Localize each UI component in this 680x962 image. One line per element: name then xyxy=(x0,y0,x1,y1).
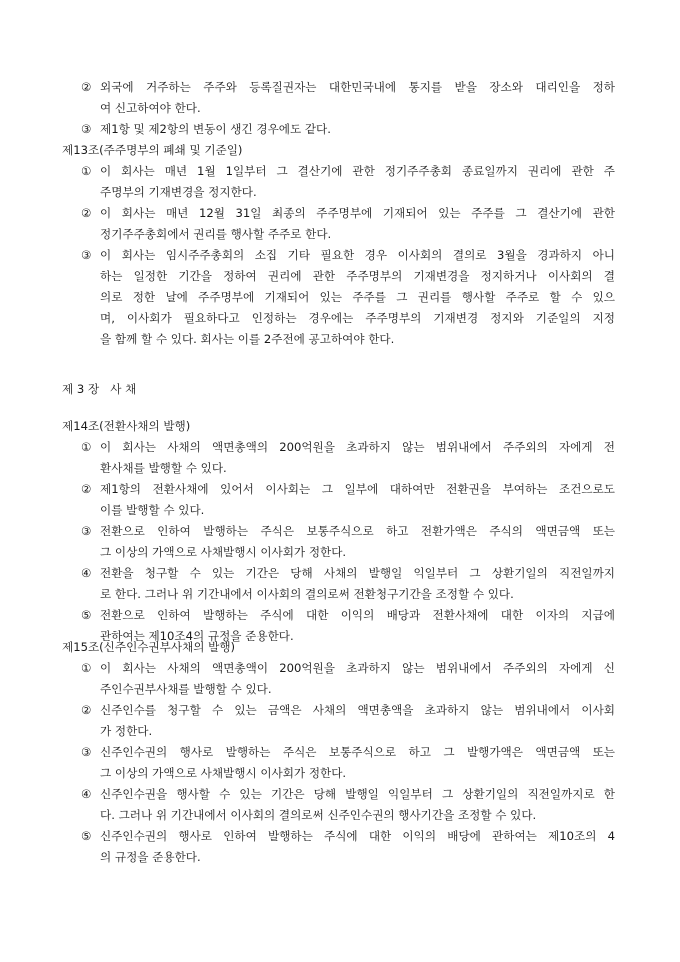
article-item xyxy=(0,658,680,700)
item-number: ④ xyxy=(81,566,92,580)
article-13 xyxy=(0,140,680,350)
item-text-line: 신주인수권을 행사할 수 있는 기간은 당해 발행일 익일부터 그 상환기일의 직전일까지로 한 xyxy=(100,787,615,801)
item-text-line: 주명부의 기재변경을 정지한다. xyxy=(100,185,257,199)
item-text-line: 환사채를 발행할 수 있다. xyxy=(100,461,227,475)
chapter-heading: 제 3 장 사 채 xyxy=(62,382,137,396)
item-text-line: 가 정한다. xyxy=(100,724,153,738)
item-number: ③ xyxy=(81,745,92,759)
item-number: ② xyxy=(81,80,92,94)
item-text-line: 신주인수권의 행사로 발행하는 주식은 보통주식으로 하고 그 발행가액은 액면금액 또는 xyxy=(100,745,615,759)
article-item xyxy=(0,245,680,350)
article-heading: 제15조(신주인수권부사채의 발행) xyxy=(62,640,236,654)
item-text-line: 의 규정을 준용한다. xyxy=(100,850,201,864)
item-text-line: 전환으로 인하여 발행하는 주식은 보통주식으로 하고 전환가액은 주식의 액면금액 또는 xyxy=(100,524,615,538)
article-item xyxy=(0,437,680,479)
item-text-line: 제1항 및 제2항의 변동이 생긴 경우에도 같다. xyxy=(100,122,331,136)
item-text-line: 제1항의 전환사채에 있어서 이사회는 그 일부에 대하여만 전환권을 부여하는 조건으로도 xyxy=(100,482,615,496)
item-number: ④ xyxy=(81,787,92,801)
item-text-line: 로 한다. 그러나 위 기간내에서 이사회의 결의로써 전환청구기간을 조정할 수 있다. xyxy=(100,587,514,601)
article-item xyxy=(0,742,680,784)
item-number: ② xyxy=(81,206,92,220)
article-item xyxy=(0,479,680,521)
item-number: ⑤ xyxy=(81,829,92,843)
item-text-line: 며, 이사회가 필요하다고 인정하는 경우에는 주주명부의 기재변경 정지와 기준일의 지정 xyxy=(100,311,615,325)
article-14 xyxy=(0,416,680,647)
item-text-line: 이 회사는 매년 1월 1일부터 그 결산기에 관한 정기주주총회 종료일까지 권리에 관한 주 xyxy=(100,164,615,178)
item-text-line: 다. 그러나 위 기간내에서 이사회의 결의로써 신주인수권의 행사기간을 조정할 수 있다. xyxy=(100,808,537,822)
article-item xyxy=(0,826,680,868)
item-text-line: 이 회사는 임시주주총회의 소집 기타 필요한 경우 이사회의 결의로 3월을 경과하지 아니 xyxy=(100,248,615,262)
item-text-line: 이 회사는 사채의 액면총액의 200억원을 초과하지 않는 범위내에서 주주외의 자에게 전 xyxy=(100,440,615,454)
item-text-line: 을 함께 할 수 있다. 회사는 이를 2주전에 공고하여야 한다. xyxy=(100,332,395,346)
article-item xyxy=(0,77,680,119)
item-text-line: 의로 정한 날에 주주명부에 기재되어 있는 주주를 그 권리를 행사할 주주로 할 수 있으 xyxy=(100,290,615,304)
item-number: ③ xyxy=(81,122,92,136)
item-text-line: 정기주주총회에서 권리를 행사할 주주로 한다. xyxy=(100,227,332,241)
item-text-line: 관하여는 제10조4의 규정을 준용한다. xyxy=(100,629,294,643)
chapter-section xyxy=(0,379,680,400)
item-number: ① xyxy=(81,440,92,454)
item-text-line: 주인수권부사채를 발행할 수 있다. xyxy=(100,682,272,696)
item-number: ⑤ xyxy=(81,608,92,622)
article-item xyxy=(0,563,680,605)
article-item xyxy=(0,203,680,245)
carryover-section xyxy=(0,77,680,140)
item-number: ③ xyxy=(81,248,92,262)
article-heading: 제14조(전환사채의 발행) xyxy=(62,419,191,433)
item-text-line: 여 신고하여야 한다. xyxy=(100,101,201,115)
item-number: ② xyxy=(81,703,92,717)
item-text-line: 외국에 거주하는 주주와 등록질권자는 대한민국내에 통지를 받을 장소와 대리인을 정하 xyxy=(100,80,615,94)
article-item xyxy=(0,784,680,826)
item-text-line: 전환을 청구할 수 있는 기간은 당해 사채의 발행일 익일부터 그 상환기일의 직전일까지 xyxy=(100,566,615,580)
item-text-line: 그 이상의 가액으로 사채발행시 이사회가 정한다. xyxy=(100,766,347,780)
item-text-line: 신주인수권의 행사로 인하여 발행하는 주식에 대한 이익의 배당에 관하여는 제10조의 4 xyxy=(100,829,615,843)
item-text-line: 그 이상의 가액으로 사채발행시 이사회가 정한다. xyxy=(100,545,347,559)
article-item xyxy=(0,700,680,742)
item-number: ③ xyxy=(81,524,92,538)
item-number: ① xyxy=(81,164,92,178)
item-text-line: 신주인수를 청구할 수 있는 금액은 사채의 액면총액을 초과하지 않는 범위내에서 이사회 xyxy=(100,703,615,717)
article-item xyxy=(0,161,680,203)
item-text-line: 이를 발행할 수 있다. xyxy=(100,503,205,517)
item-text-line: 전환으로 인하여 발행하는 주식에 대한 이익의 배당과 전환사채에 대한 이자의 지급에 xyxy=(100,608,615,622)
item-number: ① xyxy=(81,661,92,675)
item-number: ② xyxy=(81,482,92,496)
item-text-line: 하는 일정한 기간을 정하여 권리에 관한 주주명부의 기재변경을 정지하거나 이사회의 결 xyxy=(100,269,615,283)
article-15 xyxy=(0,637,680,868)
article-item xyxy=(0,119,680,140)
item-text-line: 이 회사는 사채의 액면총액이 200억원을 초과하지 않는 범위내에서 주주외의 자에게 신 xyxy=(100,661,615,675)
article-heading: 제13조(주주명부의 폐쇄 및 기준일) xyxy=(62,143,243,157)
item-text-line: 이 회사는 매년 12월 31일 최종의 주주명부에 기재되어 있는 주주를 그 결산기에 관한 xyxy=(100,206,615,220)
article-item xyxy=(0,521,680,563)
